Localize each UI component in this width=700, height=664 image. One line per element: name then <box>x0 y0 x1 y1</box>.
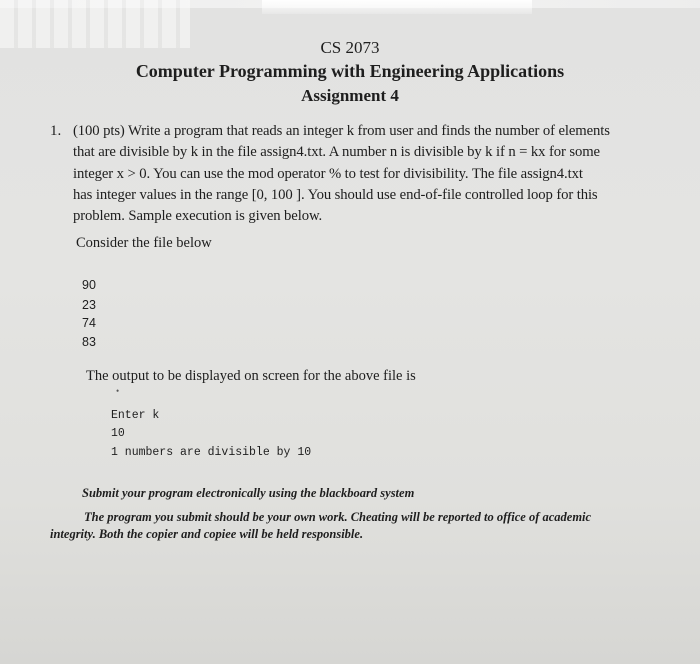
course-code: CS 2073 <box>320 38 380 57</box>
question-line-5: problem. Sample execution is given below. <box>73 208 323 224</box>
file-value: 74 <box>82 316 96 330</box>
question-number: 1. <box>50 123 62 139</box>
file-value: 83 <box>82 335 96 349</box>
sample-output-line: 10 <box>111 427 125 440</box>
question-line-1: (100 pts) Write a program that reads an integer k from user and finds the number of elements <box>73 123 610 139</box>
honor-code-line-1: The program you submit should be your own work. Cheating will be reported to office of academic <box>84 510 592 524</box>
assignment-title: Assignment 4 <box>301 86 399 105</box>
question-line-3: integer x > 0. You can use the mod operator % to test for divisibility. The file assign4.txt <box>73 166 583 182</box>
photo-glare-middle <box>262 0 532 14</box>
file-value: 90 <box>82 278 96 292</box>
consider-file-text: Consider the file below <box>76 235 212 251</box>
submit-instructions: Submit your program electronically using the blackboard system <box>82 486 415 500</box>
honor-code-line-2: integrity. Both the copier and copiee will be held responsible. <box>50 527 364 541</box>
question-line-2: that are divisible by k in the file assign4.txt. A number n is divisible by k if n = kx for some <box>73 144 600 160</box>
sample-output-line: Enter k <box>111 409 160 422</box>
course-title: Computer Programming with Engineering Applications <box>135 61 565 81</box>
pen-mark-icon: • <box>116 386 120 396</box>
question-line-4: has integer values in the range [0, 100 ]. You should use end-of-file controlled loop for this <box>73 187 598 203</box>
output-description: The output to be displayed on screen for the above file is <box>86 368 416 384</box>
sample-output-line: 1 numbers are divisible by 10 <box>111 446 312 459</box>
file-value: 23 <box>82 298 96 312</box>
